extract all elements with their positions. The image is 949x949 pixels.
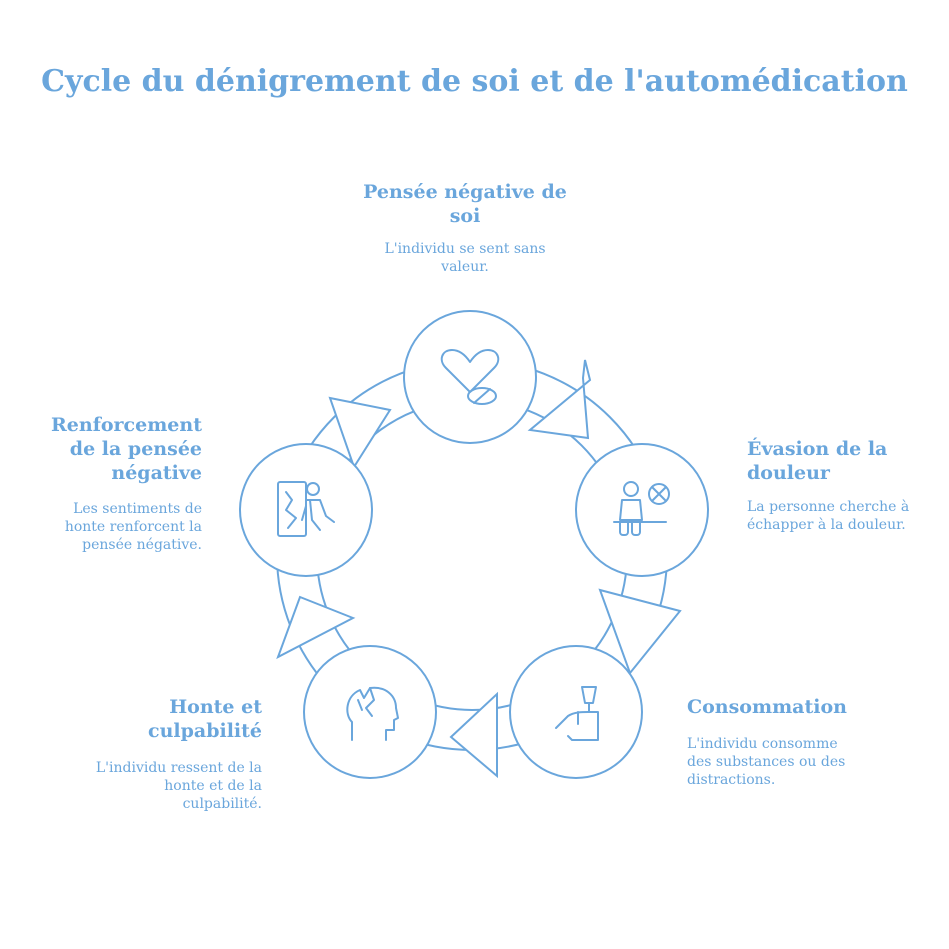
stage-4-description: L'individu ressent de la honte et de la culpabilité.: [95, 760, 262, 812]
stage-1-title: Pensée négative de soi: [363, 181, 567, 227]
stage-4-title: Honte et culpabilité: [148, 696, 262, 742]
arrow-3-to-4: [451, 694, 497, 776]
stage-5-description: Les sentiments de honte renforcent la pensée négative.: [64, 501, 202, 553]
stage-1-description: L'individu se sent sans valeur.: [384, 241, 546, 275]
stage-5-title: Renforcement de la pensée négative: [51, 414, 202, 484]
stage-2-description: La personne cherche à échapper à la douleur.: [747, 499, 910, 533]
stage-3-title: Consommation: [687, 696, 847, 718]
stage-3-description: L'individu consomme des substances ou des distractions.: [687, 736, 846, 788]
stage-2-title: Évasion de la douleur: [747, 438, 888, 484]
node-circle-1: [404, 311, 536, 443]
diagram-title: Cycle du dénigrement de soi et de l'automédication: [41, 64, 908, 99]
arrow-4-to-5: [278, 597, 353, 657]
